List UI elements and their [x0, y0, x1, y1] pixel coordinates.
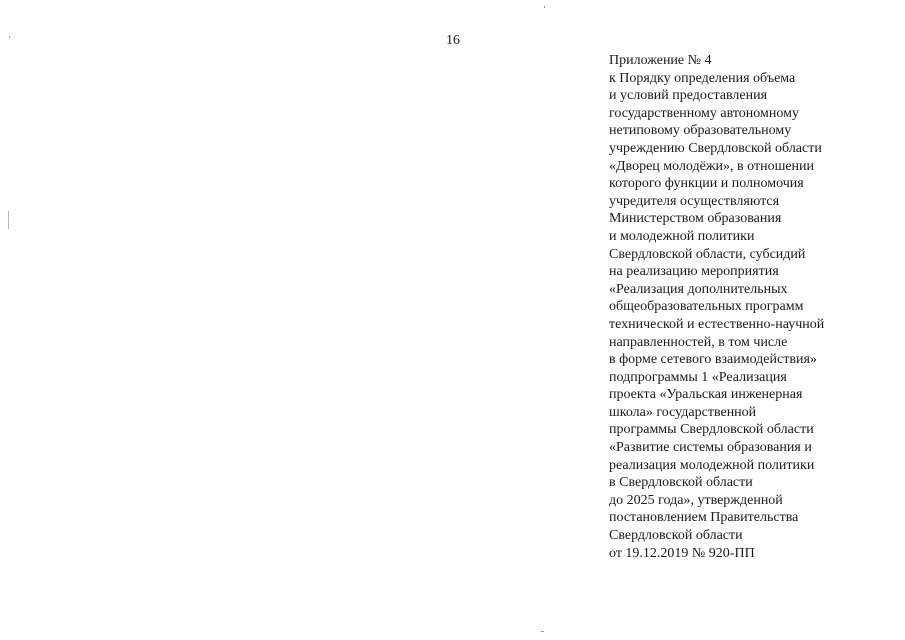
- appendix-line-23: «Развитие системы образования и: [609, 440, 812, 456]
- appendix-line-22: программы Свердловской области: [609, 422, 814, 438]
- appendix-line-1: Приложение № 4: [609, 53, 712, 68]
- appendix-line-24: реализация молодежной политики: [609, 457, 815, 473]
- appendix-line-19: подпрограммы 1 «Реализация: [609, 369, 787, 385]
- appendix-line-26: до 2025 года», утвержденной: [609, 492, 783, 508]
- appendix-line-5: нетиповому образовательному: [609, 123, 792, 139]
- appendix-line-16: технической и естественно-научной: [609, 316, 825, 332]
- appendix-line-15: общеобразовательных программ: [609, 299, 804, 315]
- appendix-line-18: в форме сетевого взаимодействия»: [609, 352, 817, 368]
- appendix-line-6: учреждению Свердловской области: [609, 140, 822, 156]
- appendix-line-21: школа» государственной: [609, 404, 757, 420]
- scan-artifact-left-top: [9, 36, 10, 38]
- appendix-block: [609, 52, 899, 562]
- appendix-line-17: направленностей, в том числе: [609, 334, 788, 350]
- appendix-line-13: на реализацию мероприятия: [609, 264, 779, 280]
- appendix-line-10: Министерством образования: [609, 211, 782, 227]
- appendix-line-2: к Порядку определения объема: [609, 70, 796, 86]
- page-number: 16: [446, 33, 460, 48]
- appendix-line-20: проекта «Уральская инженерная: [609, 387, 803, 403]
- appendix-line-4: государственному автономному: [609, 105, 799, 121]
- scan-artifact-left-middle: [8, 211, 9, 229]
- appendix-line-25: в Свердловской области: [609, 475, 753, 491]
- scan-artifact-top-right: [544, 6, 545, 8]
- appendix-line-28: Свердловской области: [609, 528, 743, 544]
- appendix-line-29: от 19.12.2019 № 920-ПП: [609, 545, 755, 561]
- scan-artifact-bottom: [541, 631, 544, 632]
- appendix-line-14: «Реализация дополнительных: [609, 281, 788, 297]
- appendix-line-3: и условий предоставления: [609, 88, 768, 104]
- appendix-line-11: и молодежной политики: [609, 228, 755, 244]
- appendix-line-8: которого функции и полномочия: [609, 176, 804, 192]
- appendix-line-12: Свердловской области, субсидий: [609, 246, 806, 262]
- appendix-line-27: постановлением Правительства: [609, 510, 799, 526]
- appendix-line-9: учредителя осуществляются: [609, 193, 780, 209]
- appendix-line-7: «Дворец молодёжи», в отношении: [609, 158, 815, 174]
